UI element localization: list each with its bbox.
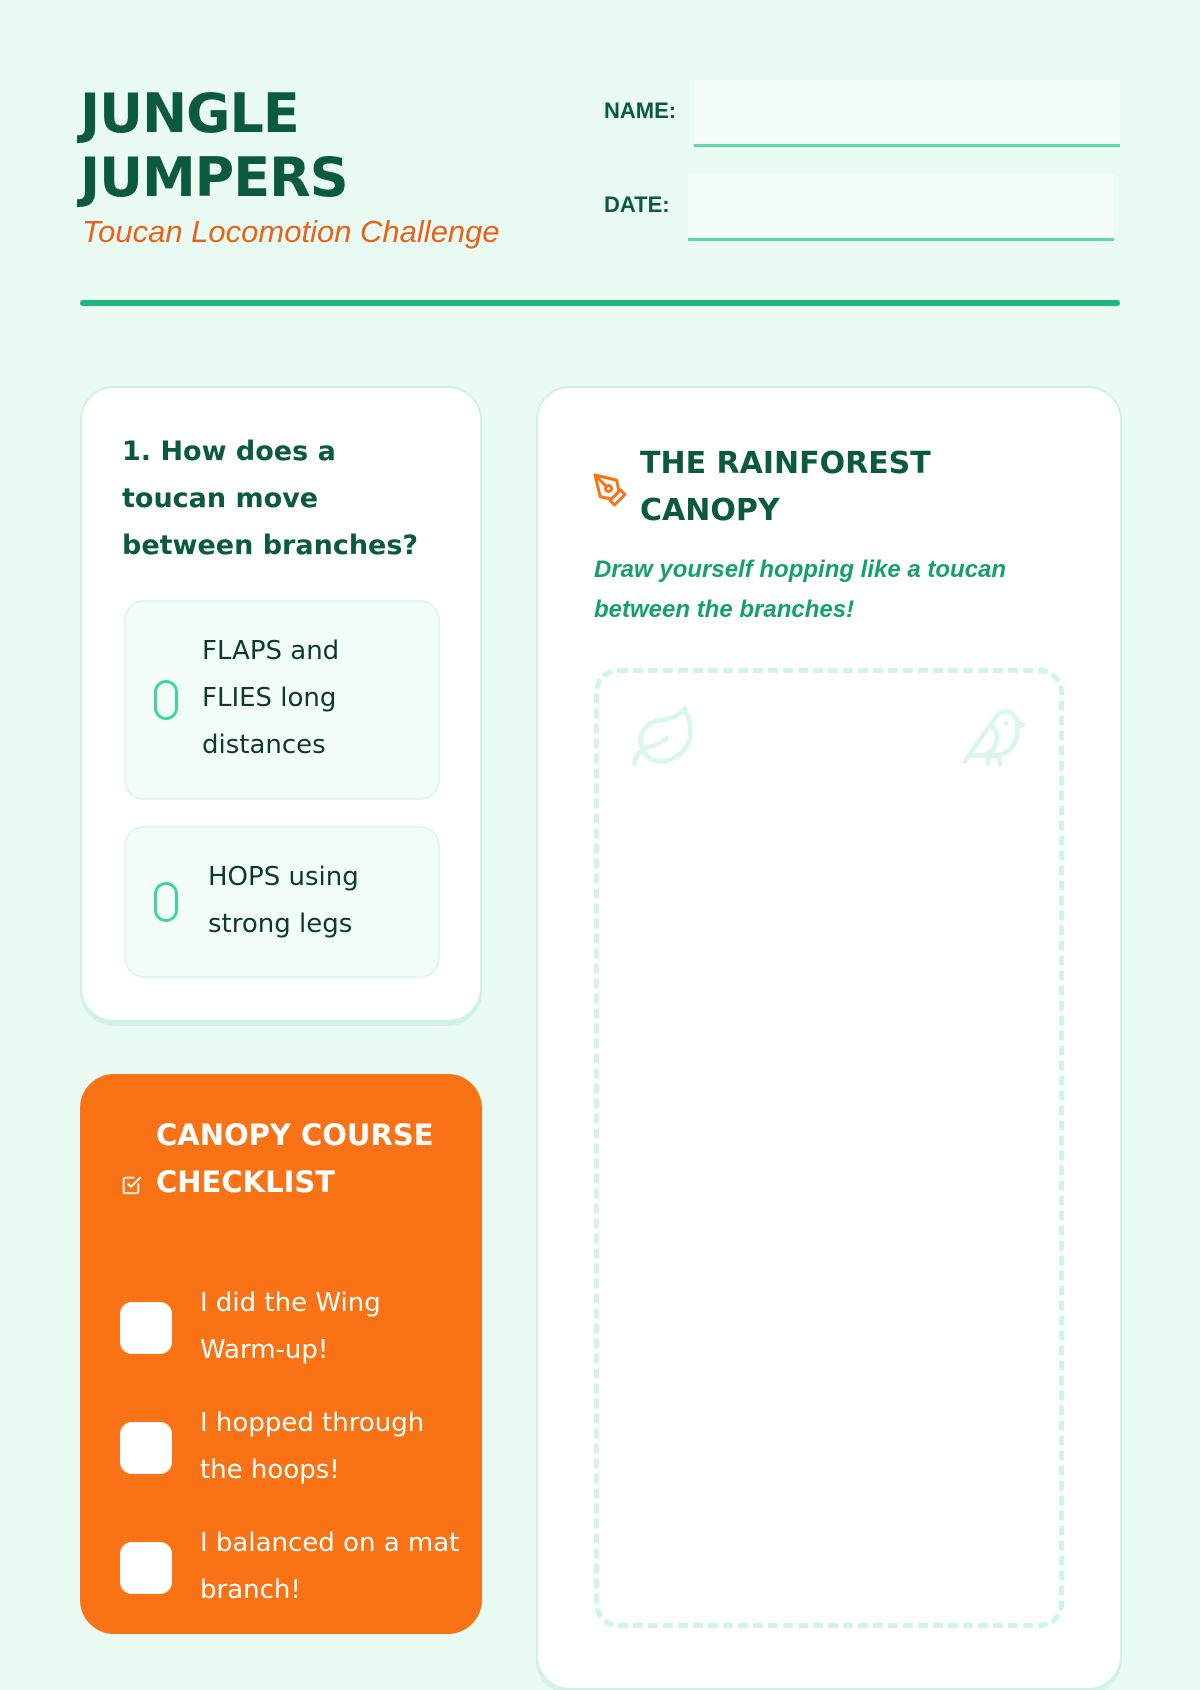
name-label: NAME: bbox=[604, 98, 677, 123]
checklist-checkbox[interactable] bbox=[120, 1302, 172, 1354]
date-label: DATE: bbox=[604, 192, 670, 217]
page-subtitle: Toucan Locomotion Challenge bbox=[82, 214, 500, 249]
title-line-2: JUMPERS bbox=[80, 146, 348, 209]
page-title bbox=[80, 82, 560, 210]
header-divider bbox=[80, 300, 1120, 306]
checklist-item-label: I balanced on a mat branch! bbox=[200, 1528, 460, 1605]
drawing-area[interactable] bbox=[594, 668, 1064, 1628]
answer-option-hops[interactable] bbox=[124, 826, 440, 978]
leaf-icon bbox=[629, 703, 699, 778]
drawing-title: THE RAINFOREST CANOPY bbox=[640, 446, 931, 528]
drawing-instruction: Draw yourself hopping like a toucan between the branches! bbox=[594, 556, 1007, 623]
drawing-card bbox=[536, 386, 1122, 1690]
checklist-checkbox[interactable] bbox=[120, 1422, 172, 1474]
answer-option-flies[interactable] bbox=[124, 600, 440, 800]
answer-option-label: HOPS using strong legs bbox=[208, 862, 359, 939]
checklist-item-label: I did the Wing Warm-up! bbox=[200, 1288, 381, 1365]
answer-option-label: FLAPS and FLIES long distances bbox=[202, 636, 340, 760]
title-line-1: JUNGLE bbox=[80, 82, 299, 145]
question-text: 1. How does a toucan move between branches? bbox=[122, 436, 419, 561]
question-card bbox=[80, 386, 482, 1022]
bird-icon bbox=[959, 703, 1029, 778]
checklist-checkbox[interactable] bbox=[120, 1542, 172, 1594]
radio-button[interactable] bbox=[154, 882, 178, 922]
checkbox-icon bbox=[120, 1174, 142, 1201]
radio-button[interactable] bbox=[154, 680, 178, 720]
pen-icon bbox=[592, 472, 628, 513]
name-field[interactable] bbox=[694, 80, 1120, 147]
checklist-card bbox=[80, 1074, 482, 1634]
checklist-item-label: I hopped through the hoops! bbox=[200, 1408, 425, 1485]
date-field[interactable] bbox=[688, 174, 1114, 241]
checklist-title: CANOPY COURSE CHECKLIST bbox=[156, 1118, 434, 1199]
